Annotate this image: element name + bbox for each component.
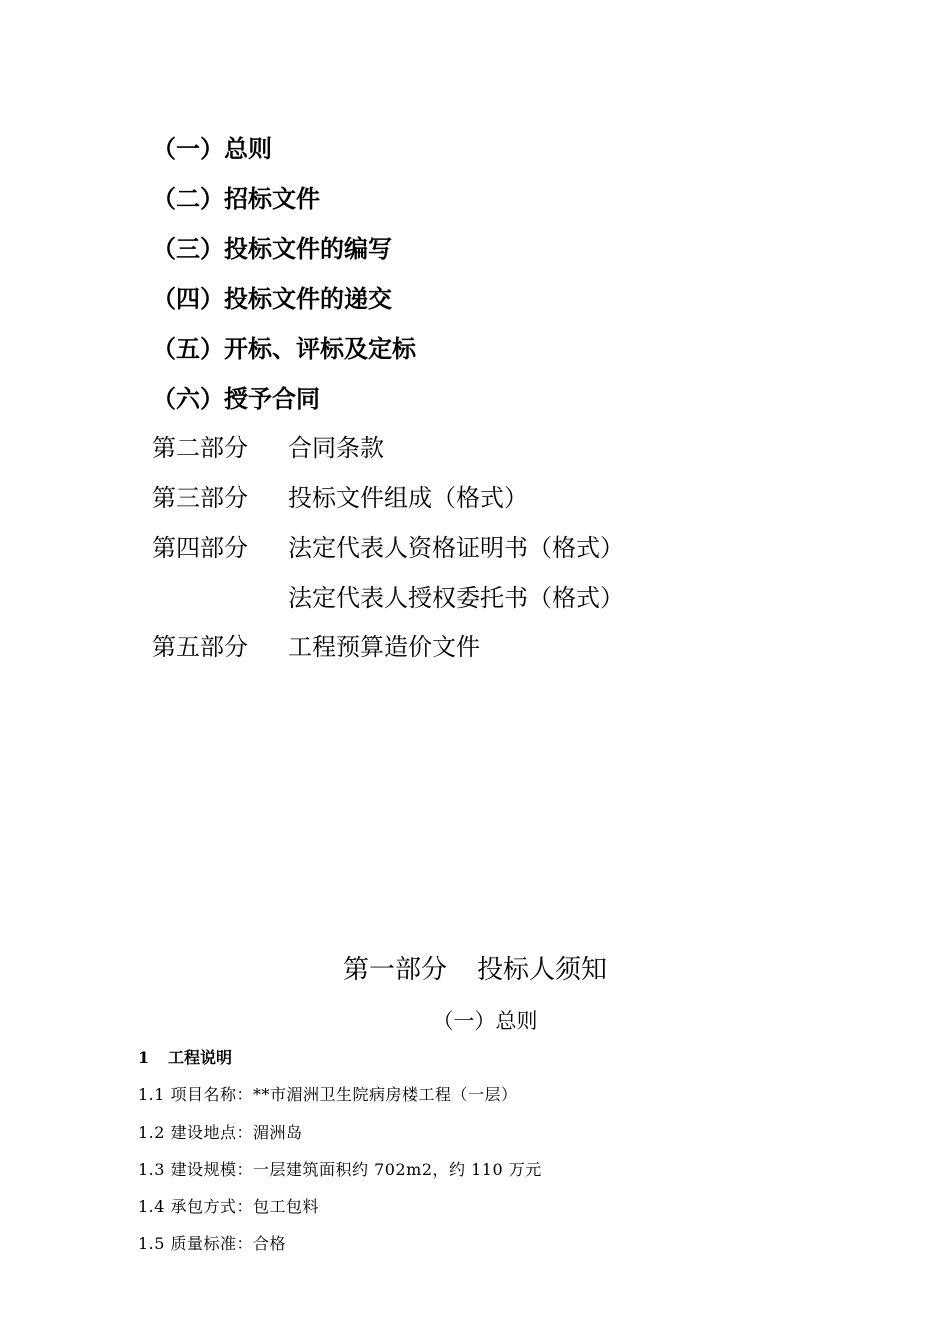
toc-part-title: 投标文件组成（格式） <box>288 484 528 512</box>
part-one-title: 投标人须知 <box>477 955 608 985</box>
clause-1-2-location: 1.2 建设地点：湄洲岛 <box>138 1123 303 1142</box>
toc-section-tender-documents: （二）招标文件 <box>152 185 320 213</box>
clause-1-5-quality-standard: 1.5 质量标准：合格 <box>138 1234 287 1253</box>
toc-part-four <box>152 533 624 563</box>
toc-section-general: （一）总则 <box>152 135 272 163</box>
toc-part-title: 法定代表人资格证明书（格式） <box>288 534 624 562</box>
toc-part-number: 第四部分 <box>152 534 248 562</box>
toc-part-title: 工程预算造价文件 <box>288 633 480 661</box>
toc-section-bid-preparation: （三）投标文件的编写 <box>152 235 392 263</box>
clause-title: 工程说明 <box>168 1048 233 1067</box>
toc-part-title: 合同条款 <box>288 434 384 462</box>
toc-part-number: 第三部分 <box>152 484 248 512</box>
clause-1-heading <box>138 1047 232 1069</box>
section-general-heading: （一）总则 <box>432 1009 538 1033</box>
toc-part-four-subitem: 法定代表人授权委托书（格式） <box>288 584 624 612</box>
toc-part-number: 第五部分 <box>152 633 248 661</box>
toc-section-bid-evaluation: （五）开标、评标及定标 <box>152 335 416 363</box>
clause-number: 1 <box>138 1048 150 1067</box>
toc-part-number: 第二部分 <box>152 434 248 462</box>
toc-part-two <box>152 433 384 463</box>
toc-part-three <box>152 483 528 513</box>
clause-1-4-contract-type: 1.4 承包方式：包工包料 <box>138 1197 320 1216</box>
toc-section-bid-submission: （四）投标文件的递交 <box>152 285 392 313</box>
part-one-heading <box>0 954 950 986</box>
toc-part-five <box>152 632 480 662</box>
toc-section-contract-award: （六）授予合同 <box>152 385 320 413</box>
part-one-number: 第一部分 <box>342 955 447 985</box>
clause-1-1-project-name: 1.1 项目名称：**市湄洲卫生院病房楼工程（一层） <box>138 1085 518 1104</box>
clause-1-3-scale: 1.3 建设规模：一层建筑面积约 702m2，约 110 万元 <box>138 1160 542 1179</box>
